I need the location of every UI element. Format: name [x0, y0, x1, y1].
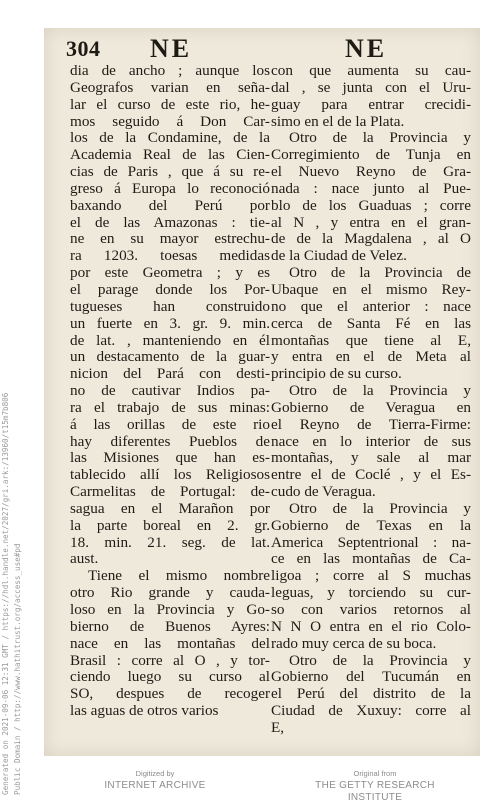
text-line: por este Geometra ; y es — [70, 265, 270, 282]
text-line: nace en las montañas del — [70, 635, 270, 652]
text-line: cias de Paris , que á su re- — [70, 164, 270, 181]
text-line: el Nuevo Reyno de Gra- — [271, 164, 471, 181]
text-line: cerca de Santa Fé en las — [271, 315, 471, 332]
text-line: Otro de la Provincia y — [289, 130, 471, 147]
text-line: nicion del Pará con desti- — [70, 366, 270, 383]
text-line: ciendo luego su curso al — [70, 669, 270, 686]
text-line: de lat. , manteniendo en él — [70, 332, 270, 349]
text-line: un fuerte en 3. gr. 9. min. — [70, 315, 270, 332]
text-line: cudo de Veragua. — [271, 484, 376, 501]
text-line: ce en las montañas de Ca- — [271, 551, 471, 568]
text-line: la parte boreal en 2. gr. — [70, 517, 270, 534]
text-line: Tiene el mismo nombre — [88, 568, 270, 585]
text-line: guay para entrar crecidi- — [271, 96, 471, 113]
text-line: á las orillas de este rio — [70, 416, 270, 433]
text-line: montañas que tiene al E, — [271, 332, 471, 349]
text-line: y entra en el de Meta al — [271, 349, 471, 366]
right-text-column — [271, 63, 471, 737]
text-line: Otro de la Provincia y — [289, 500, 471, 517]
footer-digitized-by — [100, 768, 210, 792]
text-line: al N , y entra en el gran- — [271, 214, 471, 231]
footer-left-big: INTERNET ARCHIVE — [104, 780, 206, 791]
text-line: SO, despues de recoger — [70, 686, 270, 703]
text-line: un destacamento de la guar- — [70, 349, 270, 366]
text-line: simo en el de la Plata. — [271, 113, 405, 130]
text-line: leguas, y torciendo su cur- — [271, 585, 471, 602]
hathitrust-side-note — [0, 393, 24, 795]
text-line: Gobierno de Veragua en — [271, 399, 471, 416]
text-line: nace en lo interior de sus — [271, 433, 471, 450]
text-line: nada : nace junto al Pue- — [271, 180, 471, 197]
text-line: aust. — [70, 551, 99, 568]
text-line: las aguas de otros varios — [70, 703, 219, 720]
text-line: Otro de la Provincia y — [289, 383, 471, 400]
footer-left-small: Digitized by — [135, 769, 175, 778]
text-line: Gobierno de Texas en la — [271, 517, 471, 534]
page-number: 304 — [66, 36, 101, 61]
text-line: Academia Real de las Cien- — [70, 147, 270, 164]
text-line: Otro de la Provincia de — [289, 265, 471, 282]
text-line: greso á Europa lo reconoció — [70, 180, 270, 197]
text-line: otro Rio grande y cauda- — [70, 585, 270, 602]
text-line: ne en su mayor estrechu- — [70, 231, 270, 248]
text-line: hay diferentes Pueblos de — [70, 433, 270, 450]
text-line: Brasil : corre al O , y tor- — [70, 652, 270, 669]
text-line: Geografos varian en seña- — [70, 79, 270, 96]
running-head-left: NE — [150, 34, 193, 63]
text-line: el parage donde los Por- — [70, 281, 270, 298]
text-line: ra 1203. toesas medidas — [70, 248, 270, 265]
text-line: montañas, y sale al mar — [271, 450, 471, 467]
side-note-line-1: Generated on 2021-09-06 12:31 GMT / https://hdl.handle.net/2027/gri.ark:/13960/t15m7b806 — [1, 392, 10, 795]
text-line: el Perú del distrito de la — [271, 686, 471, 703]
text-line: rado muy cerca de su boca. — [271, 635, 437, 652]
running-head-right: NE — [345, 34, 388, 63]
text-line: E, — [271, 719, 285, 736]
left-text-column — [70, 63, 270, 720]
text-line: Ciudad de Xuxuy: corre al — [271, 703, 471, 720]
text-line: America Septentrional : na- — [271, 534, 471, 551]
footer-right-small: Original from — [353, 769, 397, 778]
text-line: so con varios retornos al — [271, 602, 471, 618]
text-line: tablecido allí los Religiosos — [70, 467, 270, 484]
text-line: dia de ancho ; aunque los — [70, 63, 270, 79]
text-line: Carmelitas de Portugal: de- — [70, 484, 270, 501]
text-line: entre el de Coclé , y el Es- — [271, 467, 471, 484]
text-line: Gobierno del Tucumán en — [271, 669, 471, 686]
text-line: N N O entra en el rio Colo- — [271, 618, 471, 635]
text-line: mos seguido á Don Car- — [70, 113, 270, 130]
text-line: el de las Amazonas : tie- — [70, 214, 270, 231]
text-line: el Reyno de Tierra-Firme: — [271, 416, 471, 433]
text-line: blo de los Guaduas ; corre — [271, 197, 471, 214]
text-line: ligoa ; corre al S muchas — [271, 568, 471, 585]
text-line: dal , se junta con el Uru- — [271, 79, 471, 96]
text-line: no que el anterior : nace — [271, 298, 471, 315]
text-line: de de la Magdalena , al O — [271, 231, 471, 248]
text-line: no de cautivar Indios pa- — [70, 383, 270, 400]
text-line: baxando del Perú por — [70, 197, 270, 214]
text-line: las Misiones que han es- — [70, 450, 270, 467]
footer-right-big: THE GETTY RESEARCH INSTITUTE — [315, 780, 435, 803]
text-line: tugueses han construido — [70, 298, 270, 315]
text-line: Otro de la Provincia y — [289, 652, 471, 669]
text-line: bierno de Buenos Ayres: — [70, 618, 270, 635]
text-line: sagua en el Marañon por — [70, 500, 270, 517]
text-line: lar el curso de este rio, he- — [70, 96, 270, 113]
text-line: loso en la Provincia y Go- — [70, 602, 270, 618]
text-line: principio de su curso. — [271, 366, 402, 383]
text-line: 18. min. 21. seg. de lat. — [70, 534, 270, 551]
side-note-line-2: Public Domain / http://www.hathitrust.org/access_use#pd — [13, 543, 22, 795]
text-line: Corregimiento de Tunja en — [271, 147, 471, 164]
text-line: de la Ciudad de Velez. — [271, 248, 407, 265]
footer-original-from — [290, 768, 460, 804]
text-line: los de la Condamine, de la — [70, 130, 270, 147]
text-line: ra el trabajo de sus minas: — [70, 399, 270, 416]
text-line: con que aumenta su cau- — [271, 63, 471, 79]
text-line: Ubaque en el mismo Rey- — [271, 281, 471, 298]
